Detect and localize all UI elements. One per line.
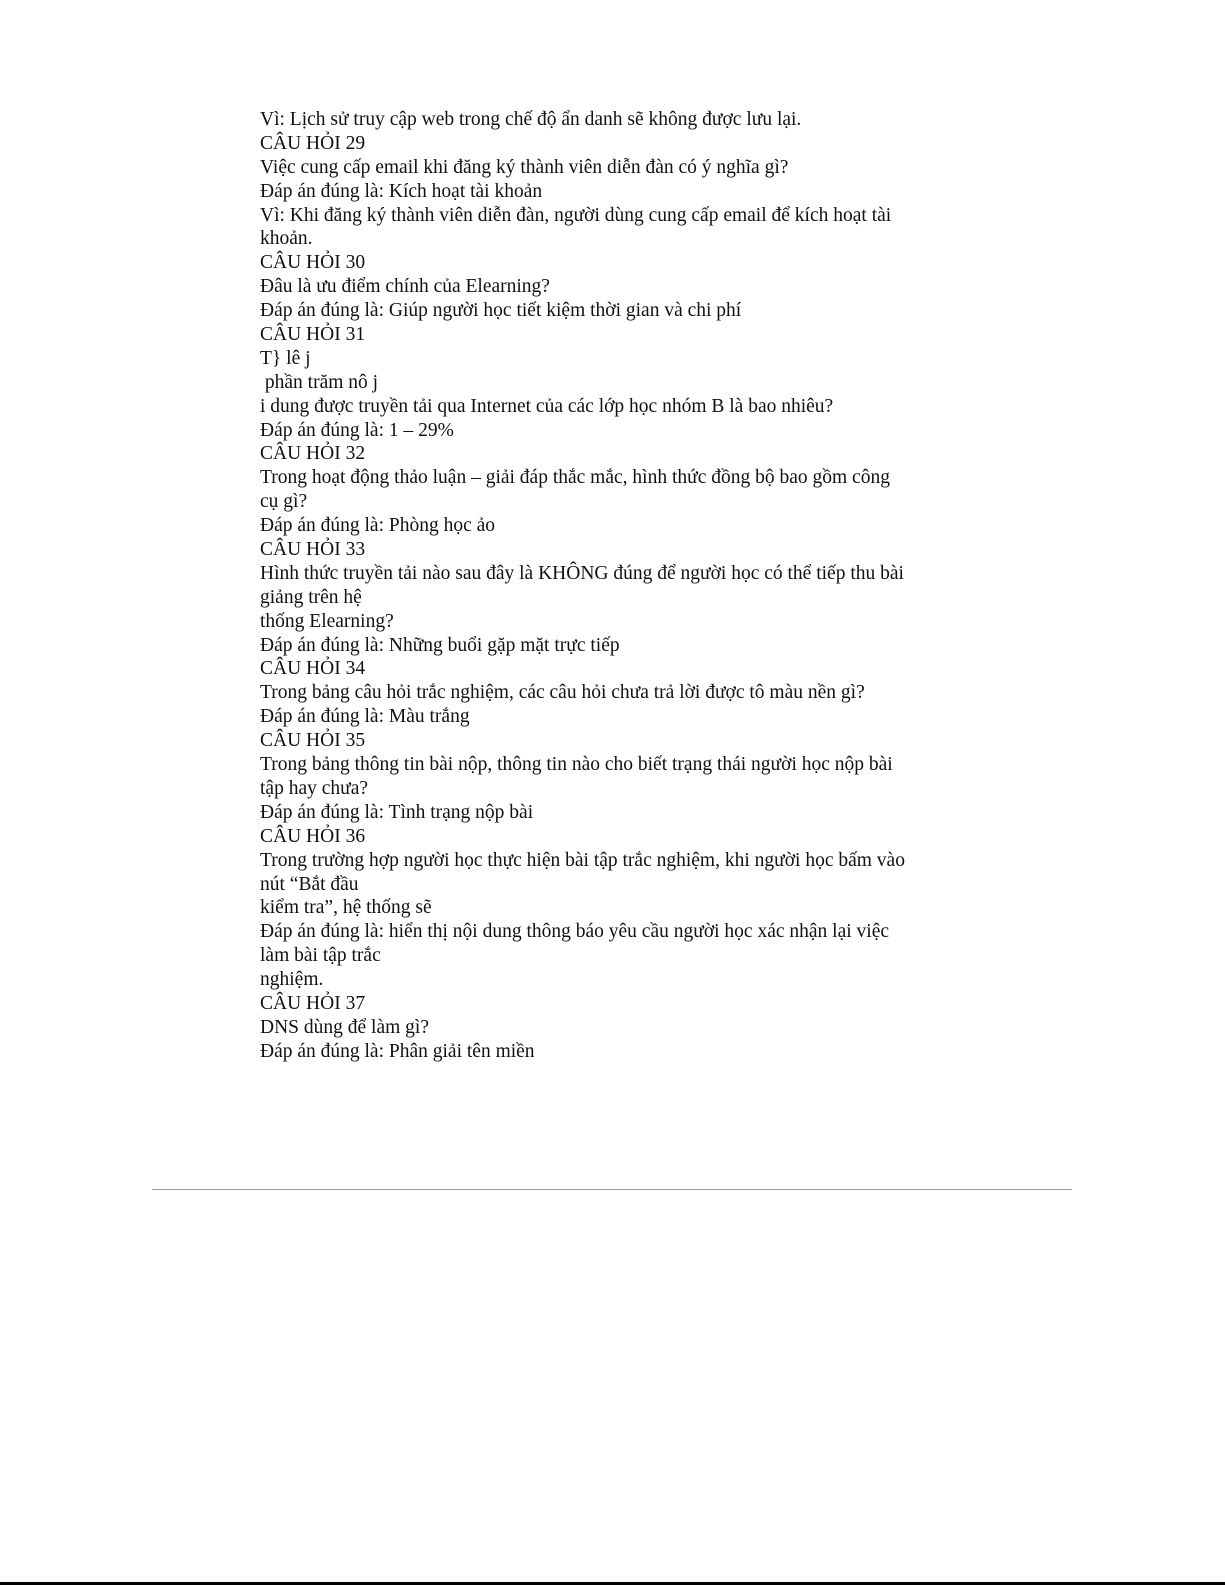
question-text: i dung được truyền tải qua Internet của các lớp học nhóm B là bao nhiêu? xyxy=(260,395,834,417)
answer-line: Đáp án đúng là: Phân giải tên miền xyxy=(260,1040,535,1062)
question-text: Trong bảng câu hỏi trắc nghiệm, các câu hỏi chưa trả lời được tô màu nền gì? xyxy=(260,682,865,704)
question-heading: CÂU HỎI 29 xyxy=(260,132,366,154)
question-heading: CÂU HỎI 33 xyxy=(260,539,366,561)
page-divider xyxy=(152,1189,1072,1190)
question-text: Trong trường hợp người học thực hiện bài tập trắc nghiệm, khi người học bấm vào xyxy=(260,849,905,871)
question-text: thống Elearning? xyxy=(260,610,394,632)
answer-line: Đáp án đúng là: Màu trắng xyxy=(260,706,470,728)
question-text: DNS dùng để làm gì? xyxy=(260,1016,429,1038)
question-text: T} lê j xyxy=(260,347,311,369)
question-heading: CÂU HỎI 31 xyxy=(260,324,366,346)
explanation-line: Vì: Khi đăng ký thành viên diễn đàn, người dùng cung cấp email để kích hoạt tài xyxy=(260,204,892,226)
answer-line: nghiệm. xyxy=(260,969,324,991)
question-text: cụ gì? xyxy=(260,491,308,513)
question-text: Đâu là ưu điểm chính của Elearning? xyxy=(260,276,550,298)
answer-line: Đáp án đúng là: hiển thị nội dung thông báo yêu cầu người học xác nhận lại việc xyxy=(260,921,890,943)
question-text: nút “Bắt đầu xyxy=(260,873,359,895)
question-text: tập hay chưa? xyxy=(260,777,369,799)
answer-line: Đáp án đúng là: Kích hoạt tài khoản xyxy=(260,180,543,202)
answer-line: Đáp án đúng là: Phòng học ảo xyxy=(260,515,496,537)
question-heading: CÂU HỎI 32 xyxy=(260,443,366,465)
answer-line: Đáp án đúng là: Giúp người học tiết kiệm thời gian và chi phí xyxy=(260,300,742,322)
question-heading: CÂU HỎI 37 xyxy=(260,992,366,1014)
explanation-line: khoản. xyxy=(260,228,313,250)
question-text: Việc cung cấp email khi đăng ký thành viên diễn đàn có ý nghĩa gì? xyxy=(260,156,789,178)
question-text: Hình thức truyền tải nào sau đây là KHÔNG đúng để người học có thể tiếp thu bài xyxy=(260,562,904,584)
answer-line: Đáp án đúng là: Những buổi gặp mặt trực tiếp xyxy=(260,634,620,656)
question-heading: CÂU HỎI 36 xyxy=(260,825,366,847)
answer-line: Đáp án đúng là: 1 – 29% xyxy=(260,419,454,441)
question-heading: CÂU HỎI 34 xyxy=(260,658,366,680)
answer-line: làm bài tập trắc xyxy=(260,945,381,967)
text-line: Vì: Lịch sử truy cập web trong chế độ ẩn danh sẽ không được lưu lại. xyxy=(260,109,802,130)
question-heading: CÂU HỎI 30 xyxy=(260,252,366,274)
question-text: Trong bảng thông tin bài nộp, thông tin nào cho biết trạng thái người học nộp bài xyxy=(260,754,893,776)
question-text: kiểm tra”, hệ thống sẽ xyxy=(260,897,432,919)
document-body xyxy=(260,108,960,1064)
question-text: giảng trên hệ xyxy=(260,586,362,608)
question-text: Trong hoạt động thảo luận – giải đáp thắc mắc, hình thức đồng bộ bao gồm công xyxy=(260,467,890,489)
answer-line: Đáp án đúng là: Tình trạng nộp bài xyxy=(260,801,534,823)
question-heading: CÂU HỎI 35 xyxy=(260,730,366,752)
question-text: phần trăm nô j xyxy=(260,371,379,393)
